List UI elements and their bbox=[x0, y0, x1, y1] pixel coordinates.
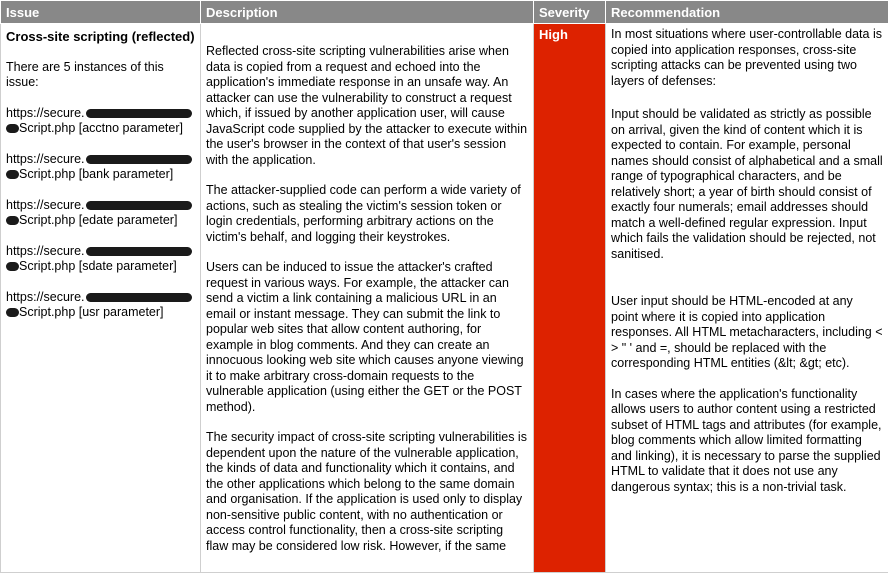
description-paragraph: Users can be induced to issue the attacker's crafted request in various ways. For example, the attacker can send a victim a link containing a malicious URL in an email or instant message. They can submit the link to popular web sites that allow content authoring, for example in blog comments. And they can create an innocuous looking web site which causes anyone viewing it to make arbitrary cross-domain requests to the vulnerable application (using either the GET or the POST method). bbox=[206, 260, 528, 415]
instance-suffix: Script.php [sdate parameter] bbox=[19, 259, 177, 273]
instance-suffix: Script.php [edate parameter] bbox=[19, 213, 177, 227]
instance-url-prefix: https://secure. bbox=[6, 152, 85, 166]
header-severity: Severity bbox=[534, 1, 606, 24]
header-issue: Issue bbox=[1, 1, 201, 24]
instance-suffix: Script.php [bank parameter] bbox=[19, 167, 173, 181]
issue-row bbox=[1, 24, 888, 573]
issue-cell bbox=[1, 24, 201, 573]
instance-url-prefix: https://secure. bbox=[6, 106, 85, 120]
description-paragraph: The attacker-supplied code can perform a wide variety of actions, such as stealing the victim's session token or login credentials, performing arbitrary actions on the victim's behalf, and logging their keystrokes. bbox=[206, 183, 528, 245]
redacted-domain bbox=[86, 293, 192, 302]
instance-item[interactable] bbox=[6, 290, 195, 321]
recommendation-paragraph: In cases where the application's functionality allows users to author content using a restricted subset of HTML tags and attributes (for example, blog comments which allow limited formatting and linking), it is necessary to parse the supplied HTML to validate that it does not use any dangerous syntax; this is a non-trivial task. bbox=[611, 387, 883, 496]
instance-url-prefix: https://secure. bbox=[6, 290, 85, 304]
instance-item[interactable] bbox=[6, 244, 195, 275]
instance-suffix: Script.php [acctno parameter] bbox=[19, 121, 183, 135]
recommendation-cell bbox=[606, 24, 888, 573]
description-paragraph: The security impact of cross-site scripting vulnerabilities is dependent upon the nature of the vulnerable application, the kinds of data and functionality which it contains, and the other applications which belong to the same domain and organisation. If the application is used only to display non-sensitive public content, with no authentication or access control functionality, then a cross-site scripting flaw may be considered low risk. However, if the same bbox=[206, 430, 528, 554]
instance-url-prefix: https://secure. bbox=[6, 244, 85, 258]
instance-item[interactable] bbox=[6, 198, 195, 229]
redacted-domain bbox=[86, 247, 192, 256]
instance-suffix: Script.php [usr parameter] bbox=[19, 305, 164, 319]
severity-cell bbox=[534, 24, 606, 573]
instance-url-prefix: https://secure. bbox=[6, 198, 85, 212]
description-cell bbox=[201, 24, 534, 573]
recommendation-paragraph: In most situations where user-controllable data is copied into application responses, cross-site scripting attacks can be prevented using two layers of defenses: bbox=[611, 27, 883, 89]
redacted-path bbox=[6, 262, 19, 271]
description-paragraph: Reflected cross-site scripting vulnerabilities arise when data is copied from a request and echoed into the application's immediate response in an unsafe way. An attacker can use the vulnerability to construct a request which, if issued by another application user, will cause JavaScript code supplied by the attacker to execute within the user's browser in the context of that user's session with the application. bbox=[206, 44, 528, 168]
instance-item[interactable] bbox=[6, 106, 195, 137]
header-row bbox=[1, 1, 888, 24]
redacted-domain bbox=[86, 155, 192, 164]
recommendation-paragraph: Input should be validated as strictly as possible on arrival, given the kind of content which it is expected to contain. For example, personal names should consist of alphabetical and a small range of typographical characters, and be relatively short; a year of birth should consist of exactly four numerals; email addresses should match a well-defined regular expression. Input which fails the validation should be rejected, not sanitised. bbox=[611, 107, 883, 262]
redacted-path bbox=[6, 124, 19, 133]
header-description: Description bbox=[201, 1, 534, 24]
redacted-path bbox=[6, 216, 19, 225]
redacted-domain bbox=[86, 109, 192, 118]
recommendation-paragraph: User input should be HTML-encoded at any point where it is copied into application responses. All HTML metacharacters, including < > " ' and =, should be replaced with the corresponding HTML entities (&lt; &gt; etc). bbox=[611, 294, 883, 372]
redacted-path bbox=[6, 170, 19, 179]
redacted-domain bbox=[86, 201, 192, 210]
issue-title: Cross-site scripting (reflected) bbox=[6, 29, 195, 45]
instance-item[interactable] bbox=[6, 152, 195, 183]
header-recommendation: Recommendation bbox=[606, 1, 888, 24]
redacted-path bbox=[6, 308, 19, 317]
issue-count-text: There are 5 instances of this issue: bbox=[6, 60, 195, 91]
severity-value: High bbox=[539, 27, 568, 42]
